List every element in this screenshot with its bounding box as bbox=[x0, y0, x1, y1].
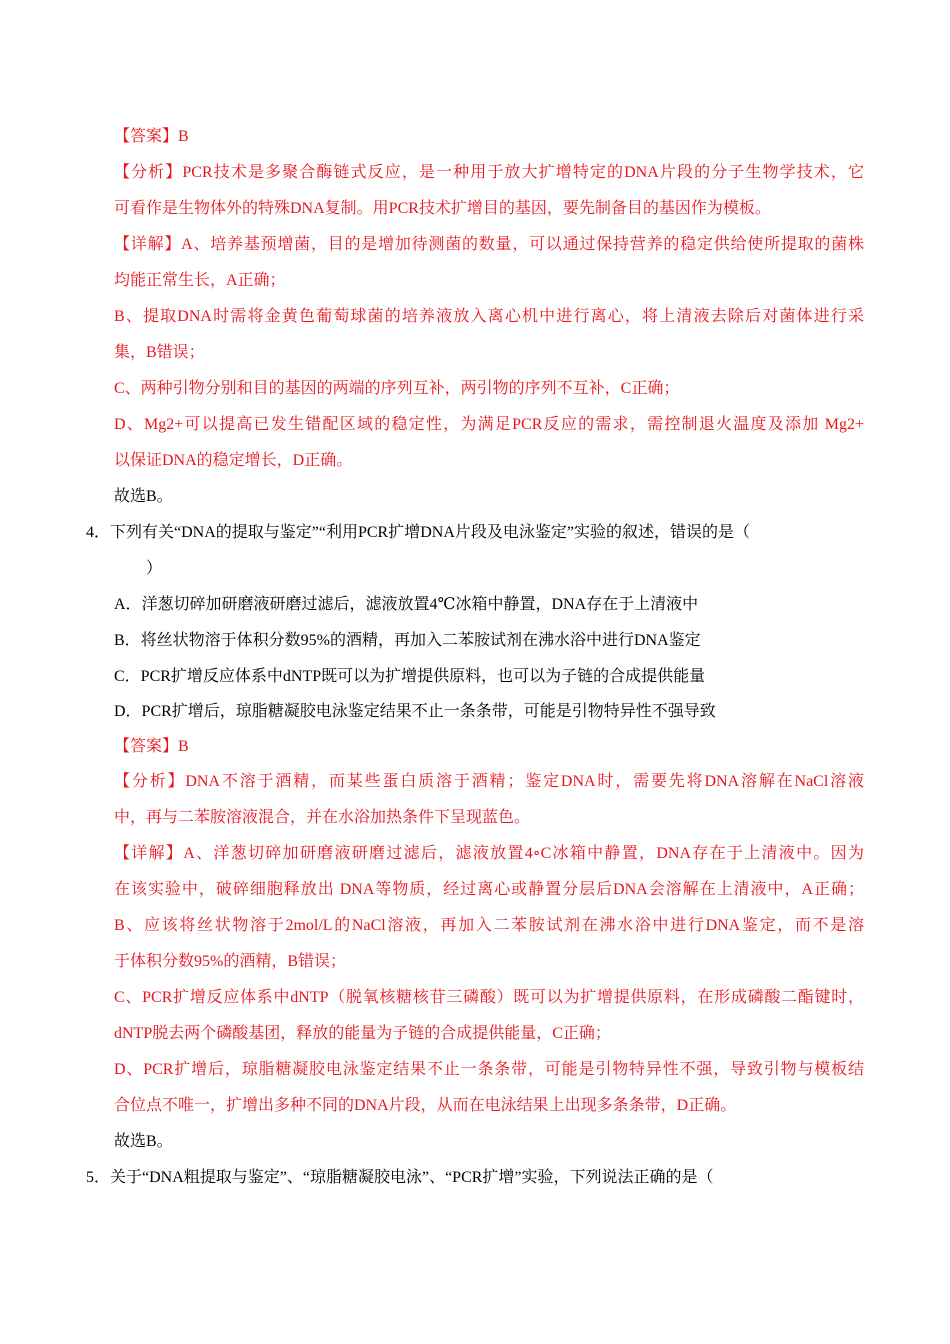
q4-conclusion: 故选B。 bbox=[114, 1133, 173, 1150]
q4-option-d: D．PCR扩增后，琼脂糖凝胶电泳鉴定结果不止一条条带，可能是引物特异性不强导致 bbox=[114, 703, 716, 720]
q4-stem: 4．下列有关“DNA的提取与鉴定”“利用PCR扩增DNA片段及电泳鉴定”实验的叙述，错误的是（ bbox=[86, 524, 750, 541]
q5-stem: 5．关于“DNA粗提取与鉴定”、“琼脂糖凝胶电泳”、“PCR扩增”实验，下列说法正确的是（ bbox=[86, 1169, 714, 1186]
q3-analysis-line: 可看作是生物体外的特殊DNA复制。用PCR技术扩增目的基因，要先制备目的基因作为模板。 bbox=[114, 200, 771, 217]
q3-detail-line: D、Mg2+可以提高已发生错配区域的稳定性，为满足PCR反应的需求，需控制退火温度及添加 Mg2+ bbox=[114, 416, 864, 433]
q3-conclusion: 故选B。 bbox=[114, 488, 173, 505]
q4-detail-line: 在该实验中，破碎细胞释放出 DNA等物质，经过离心或静置分层后DNA会溶解在上清液中，A正确； bbox=[114, 881, 864, 898]
q4-analysis-line: 【分析】DNA不溶于酒精，而某些蛋白质溶于酒精；鉴定DNA时，需要先将DNA溶解在NaCl溶液 bbox=[114, 773, 864, 790]
q4-answer: 【答案】B bbox=[114, 738, 189, 755]
q3-detail-line: 以保证DNA的稳定增长，D正确。 bbox=[114, 452, 353, 469]
q4-option-c: C．PCR扩增反应体系中dNTP既可以为扩增提供原料，也可以为子链的合成提供能量 bbox=[114, 668, 706, 685]
q3-analysis-line: 【分析】PCR技术是多聚合酶链式反应，是一种用于放大扩增特定的DNA片段的分子生物学技术，它 bbox=[114, 164, 864, 181]
q4-analysis-line: 中，再与二苯胺溶液混合，并在水浴加热条件下呈现蓝色。 bbox=[114, 809, 531, 826]
q4-option-b: B．将丝状物溶于体积分数95%的酒精，再加入二苯胺试剂在沸水浴中进行DNA鉴定 bbox=[114, 632, 701, 649]
q4-detail-line: 合位点不唯一，扩增出多种不同的DNA片段，从而在电泳结果上出现多条条带，D正确。 bbox=[114, 1097, 737, 1114]
q3-detail-line: 【详解】A、培养基预增菌，目的是增加待测菌的数量，可以通过保持营养的稳定供给使所提取的菌株 bbox=[114, 236, 864, 253]
q4-detail-line: dNTP脱去两个磷酸基团，释放的能量为子链的合成提供能量，C正确； bbox=[114, 1025, 611, 1042]
q3-detail-line: B、提取DNA时需将金黄色葡萄球菌的培养液放入离心机中进行离心，将上清液去除后对菌体进行采 bbox=[114, 308, 864, 325]
q4-detail-line: B、应该将丝状物溶于2mol/L的NaCl溶液，再加入二苯胺试剂在沸水浴中进行DNA鉴定，而不是溶 bbox=[114, 917, 864, 934]
q4-option-a: A．洋葱切碎加研磨液研磨过滤后，滤液放置4℃冰箱中静置，DNA存在于上清液中 bbox=[114, 596, 699, 613]
q3-detail-line: C、两种引物分别和目的基因的两端的序列互补，两引物的序列不互补，C正确； bbox=[114, 380, 680, 397]
q4-detail-line: 【详解】A、洋葱切碎加研磨液研磨过滤后，滤液放置4∘C冰箱中静置，DNA存在于上清液中。因为 bbox=[114, 845, 864, 862]
q4-detail-line: C、PCR扩增反应体系中dNTP（脱氧核糖核苷三磷酸）既可以为扩增提供原料，在形成磷酸二酯键时， bbox=[114, 989, 864, 1006]
q4-stem-paren: ） bbox=[146, 560, 163, 577]
q4-detail-line: 于体积分数95%的酒精，B错误； bbox=[114, 953, 347, 970]
q3-answer: 【答案】B bbox=[114, 128, 189, 145]
q3-detail-line: 集，B错误； bbox=[114, 344, 205, 361]
q4-detail-line: D、PCR扩增后，琼脂糖凝胶电泳鉴定结果不止一条条带，可能是引物特异性不强，导致引物与模板结 bbox=[114, 1061, 864, 1078]
q3-detail-line: 均能正常生长，A正确； bbox=[114, 272, 286, 289]
